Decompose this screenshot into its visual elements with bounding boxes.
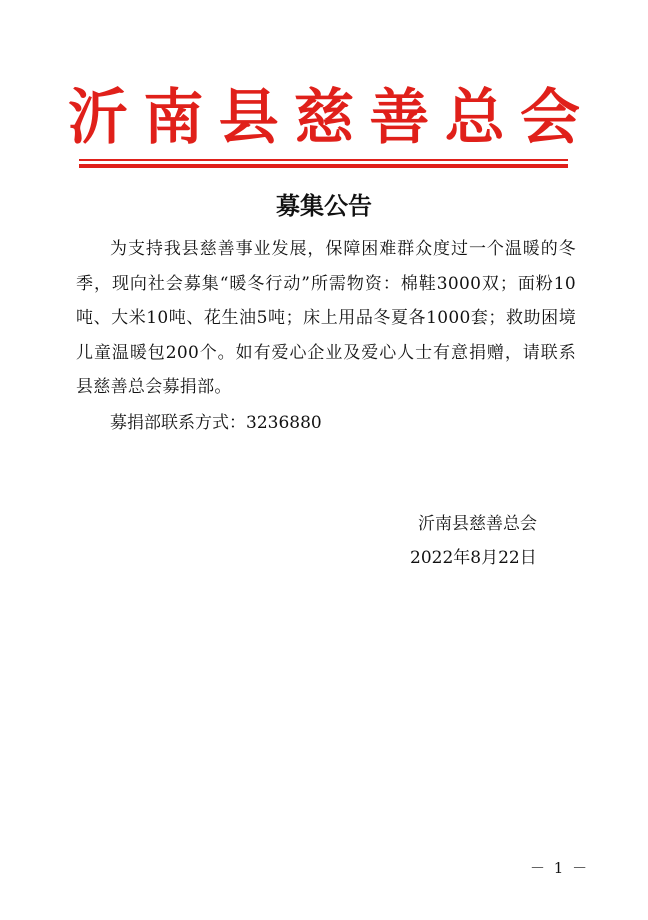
org-header-char: 会 [519, 83, 580, 153]
org-header-char: 慈 [293, 83, 354, 153]
body-paragraph: 为支持我县慈善事业发展，保障困难群众度过一个温暖的冬季，现向社会募集“暖冬行动”所需物资：棉鞋3000双；面粉10吨、大米10吨、花生油5吨；床上用品冬夏各1000套；救助困境儿童温暖包200个。如有爱心企业及爱心人士有意捐赠，请联系县慈善总会募捐部。 [76, 239, 576, 397]
org-header-char: 沂 [68, 83, 128, 153]
document-title: 募集公告 [276, 192, 372, 220]
org-header-char: 总 [444, 83, 505, 153]
org-header-char: 善 [369, 83, 430, 153]
signature-date: 2022年8月22日 [410, 548, 537, 568]
header-divider-thick [79, 164, 568, 168]
header-divider-thin [79, 159, 568, 161]
org-header-char: 县 [218, 83, 279, 153]
org-header-char: 南 [143, 83, 204, 153]
page-number: － 1 － [530, 859, 590, 877]
signature-org: 沂南县慈善总会 [418, 514, 537, 534]
org-header-title [68, 78, 580, 158]
contact-line: 募捐部联系方式：3236880 [110, 413, 322, 433]
